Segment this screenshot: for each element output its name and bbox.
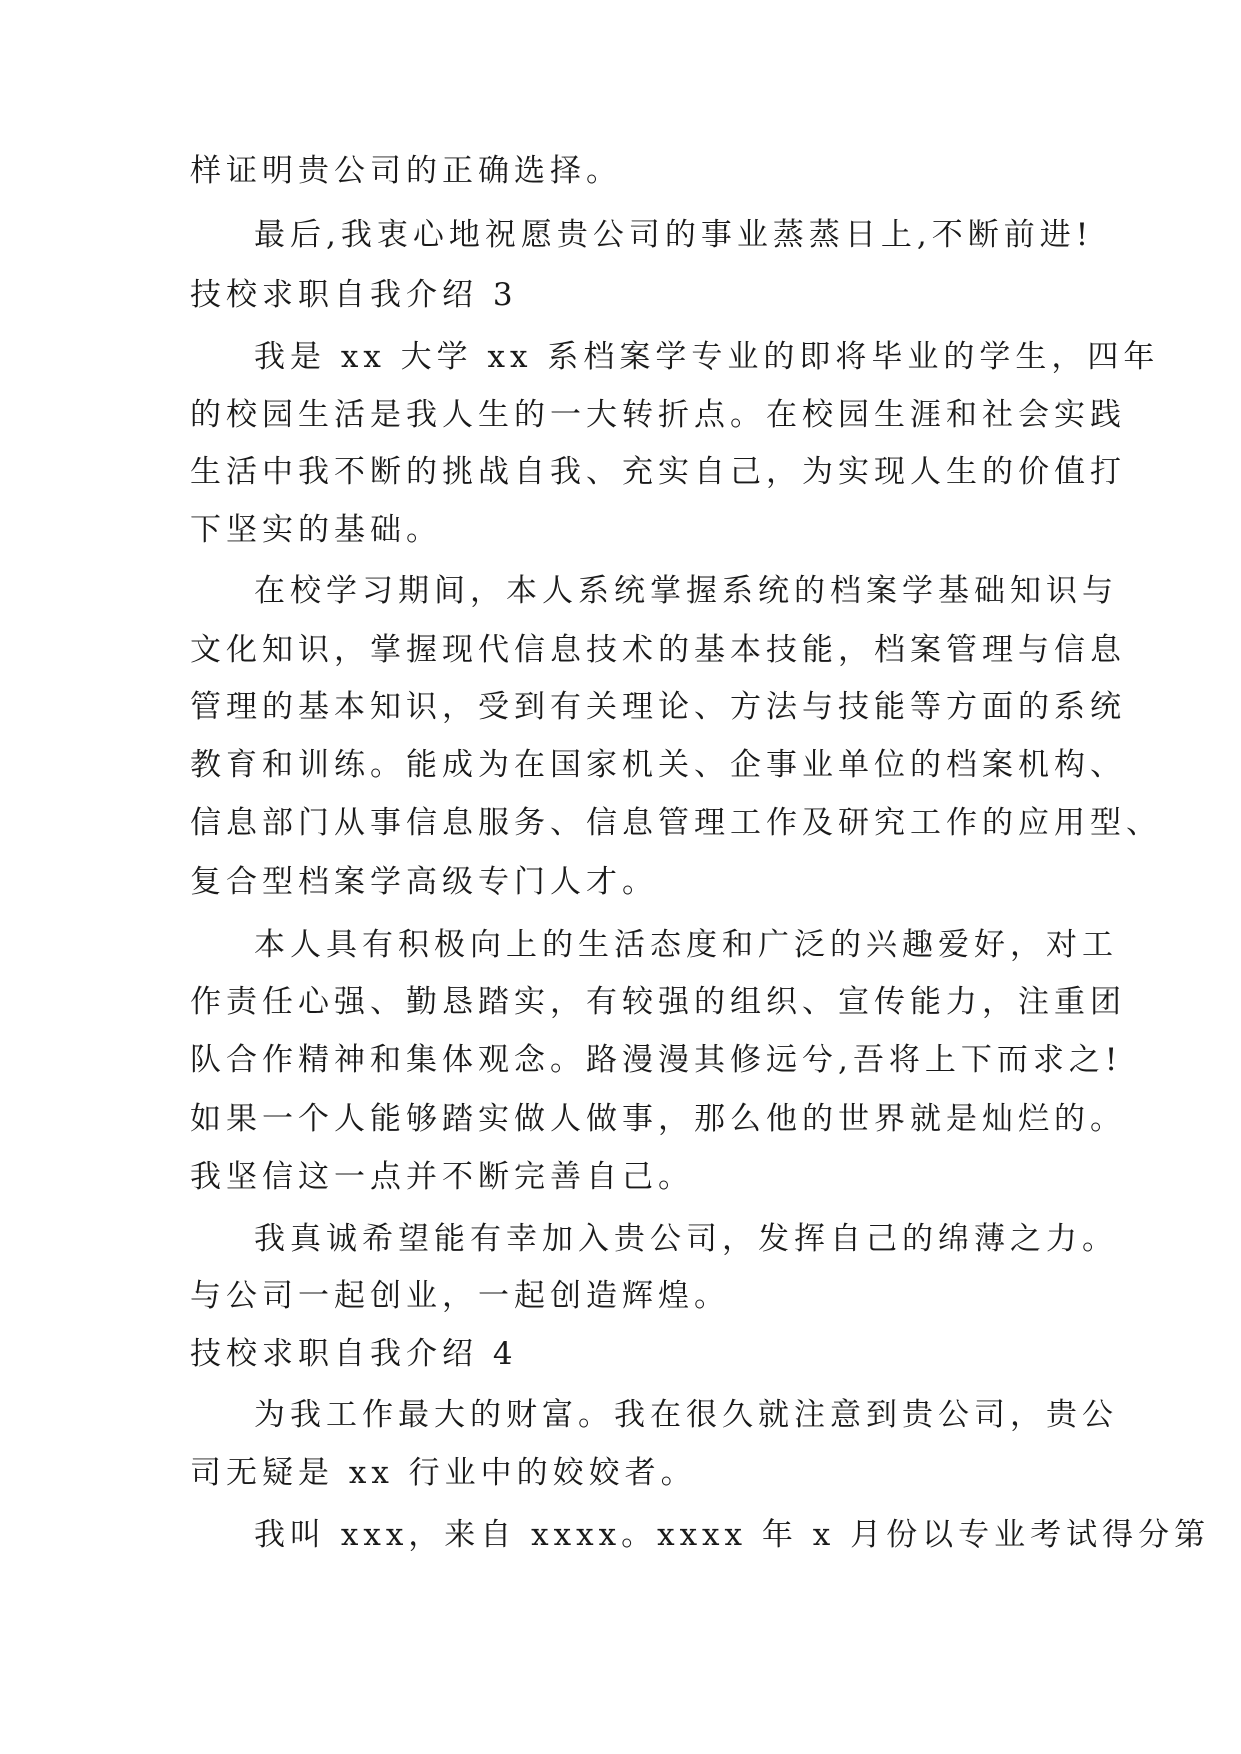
text-line: 的校园生活是我人生的一大转折点。在校园生涯和社会实践 [190, 397, 1126, 433]
text-line: 复合型档案学高级专门人才。 [190, 864, 658, 900]
closing-line: 最后,我衷心地祝愿贵公司的事业蒸蒸日上,不断前进! [254, 217, 1094, 253]
text-line: 生活中我不断的挑战自我、充实自己，为实现人生的价值打 [190, 454, 1126, 490]
text-line: 我是 xx 大学 xx 系档案学专业的即将毕业的学生，四年 [254, 339, 1160, 375]
text-line: 司无疑是 xx 行业中的姣姣者。 [190, 1455, 697, 1491]
text-line: 我坚信这一点并不断完善自己。 [190, 1159, 694, 1195]
text-line: 管理的基本知识，受到有关理论、方法与技能等方面的系统 [190, 689, 1126, 725]
text-line: 如果一个人能够踏实做人做事，那么他的世界就是灿烂的。 [190, 1101, 1126, 1137]
text-line: 我真诚希望能有幸加入贵公司，发挥自己的绵薄之力。 [254, 1221, 1118, 1257]
text-line: 在校学习期间，本人系统掌握系统的档案学基础知识与 [254, 573, 1118, 609]
text-line: 与公司一起创业，一起创造辉煌。 [190, 1278, 730, 1314]
text-line: 作责任心强、勤恳踏实，有较强的组织、宣传能力，注重团 [190, 984, 1126, 1020]
text-line: 本人具有积极向上的生活态度和广泛的兴趣爱好，对工 [254, 927, 1118, 963]
section-heading: 技校求职自我介绍 3 [190, 277, 518, 313]
text-line: 样证明贵公司的正确选择。 [190, 153, 622, 189]
text-line: 文化知识，掌握现代信息技术的基本技能，档案管理与信息 [190, 632, 1126, 668]
text-line: 我叫 xxx，来自 xxxx。xxxx 年 x 月份以专业考试得分第 [254, 1517, 1211, 1553]
text-line: 信息部门从事信息服务、信息管理工作及研究工作的应用型、 [190, 805, 1162, 841]
text-line: 教育和训练。能成为在国家机关、企事业单位的档案机构、 [190, 747, 1126, 783]
section-heading: 技校求职自我介绍 4 [190, 1336, 518, 1372]
text-line: 队合作精神和集体观念。路漫漫其修远兮,吾将上下而求之! [190, 1042, 1123, 1078]
text-line: 为我工作最大的财富。我在很久就注意到贵公司，贵公 [254, 1397, 1118, 1433]
text-line: 下坚实的基础。 [190, 512, 442, 548]
